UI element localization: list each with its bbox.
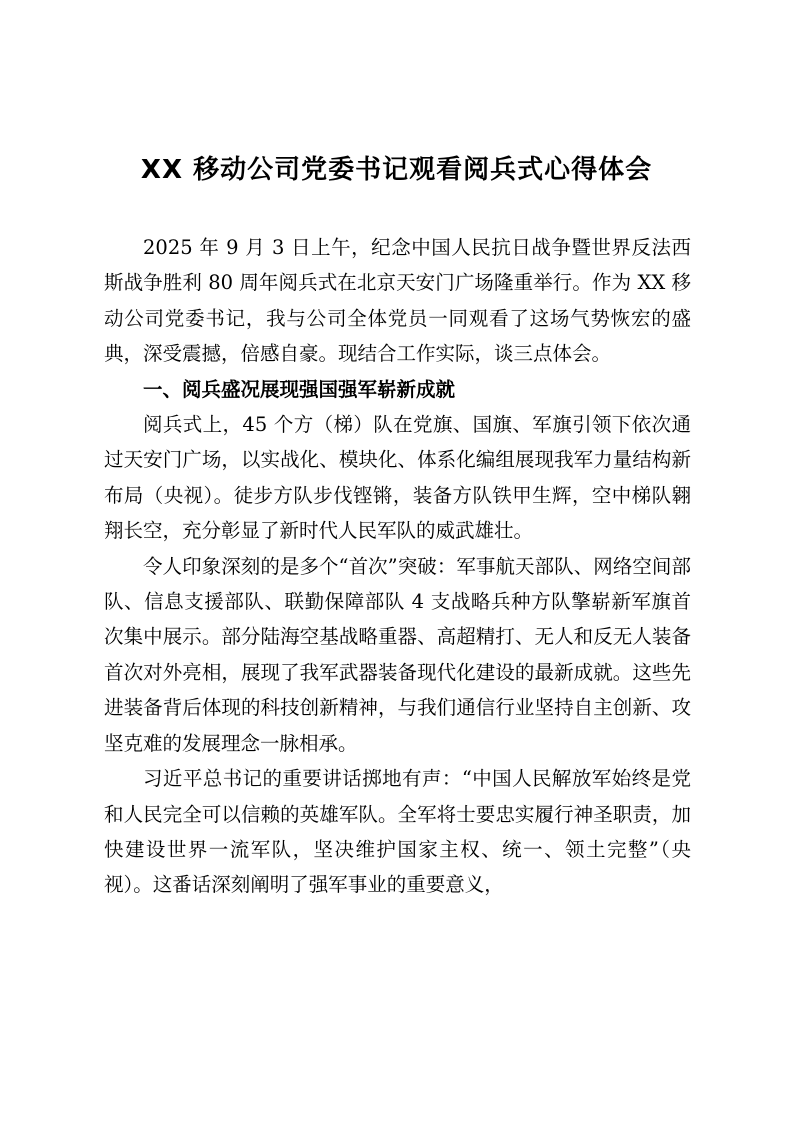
paragraph-speech: 习近平总书记的重要讲话掷地有声：“中国人民解放军始终是党和人民完全可以信赖的英雄军队。全军将士要忠实履行神圣职责，加快建设世界一流军队，坚决维护国家主权、统一、领土完整”（央视）。这番话深刻阐明了强军事业的重要意义， bbox=[104, 767, 691, 897]
paragraph-firsts: 令人印象深刻的是多个“首次”突破：军事航天部队、网络空间部队、信息支援部队、联勤保障部队 4 支战略兵种方队擎崭新军旗首次集中展示。部分陆海空基战略重器、高超精打、无人和反无人装备首次对外亮相，展现了我军武器装备现代化建设的最新成就。这些先进装备背后体现的科技创新精神，与我们通信行业坚持自主创新、攻坚克难的发展理念一脉相承。 bbox=[104, 554, 691, 755]
section-heading-1: 一、阅兵盛况展现强国强军崭新成就 bbox=[143, 377, 456, 401]
document-title: XX 移动公司党委书记观看阅兵式心得体会 bbox=[140, 155, 653, 185]
document-body bbox=[104, 230, 691, 903]
paragraph-parade-overview: 阅兵式上，45 个方（梯）队在党旗、国旗、军旗引领下依次通过天安门广场，以实战化、模块化、体系化编组展现我军力量结构新布局（央视）。徒步方队步伐铿锵，装备方队铁甲生辉，空中梯队翱翔长空，充分彰显了新时代人民军队的威武雄壮。 bbox=[104, 413, 691, 543]
paragraph-intro: 2025 年 9 月 3 日上午，纪念中国人民抗日战争暨世界反法西斯战争胜利 80 周年阅兵式在北京天安门广场隆重举行。作为 XX 移动公司党委书记，我与公司全体党员一同观看了这场气势恢宏的盛典，深受震撼，倍感自豪。现结合工作实际，谈三点体会。 bbox=[104, 236, 691, 366]
